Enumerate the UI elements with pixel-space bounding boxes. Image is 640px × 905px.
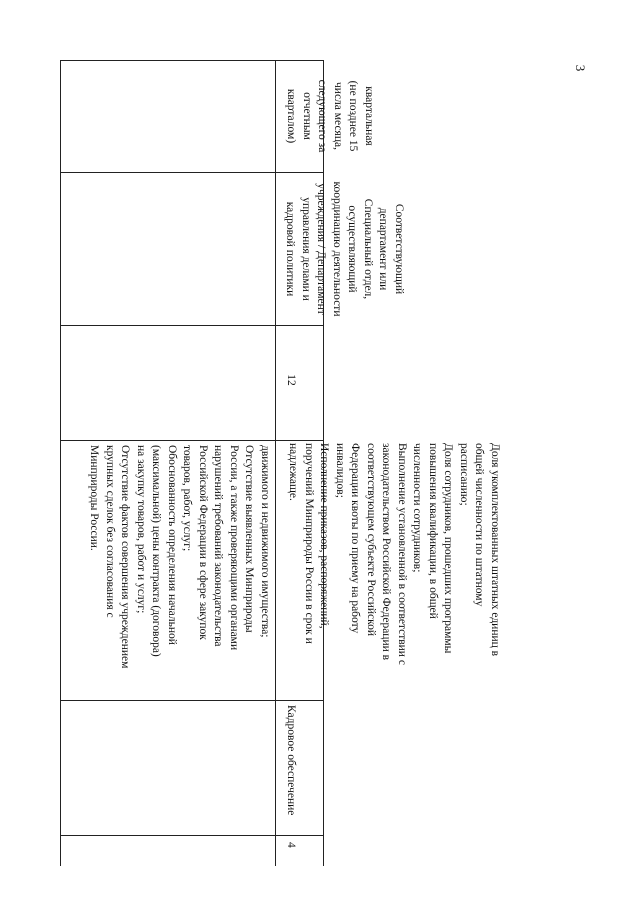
row-4-number-cell bbox=[282, 842, 298, 858]
indicator-line: России, а также проверяющими органами bbox=[228, 445, 240, 651]
indicator-line: Федерации квоты по приему на работу bbox=[349, 443, 362, 634]
responsible-line: кадровой политики bbox=[284, 201, 297, 297]
indicator-line: расписанию; bbox=[458, 443, 470, 506]
indicator-line: Отсутствие фактов совершения учреждением bbox=[119, 445, 132, 669]
table-border-top bbox=[60, 60, 323, 61]
indicator-line: Выполнение установленной в соответствии с bbox=[396, 443, 408, 665]
indicator-line: инвалидов; bbox=[334, 443, 346, 498]
points-value: 12 bbox=[285, 374, 297, 386]
table-column-line bbox=[60, 440, 323, 441]
table-border-left bbox=[60, 60, 61, 866]
indicator-line: поручений Минприроды России в срок и bbox=[303, 443, 315, 644]
periodicity-line: кварталом) bbox=[285, 88, 298, 144]
row-4-indicators-cell bbox=[280, 443, 502, 697]
indicator-line: Отсутствие выявленных Минприроды bbox=[243, 445, 256, 633]
periodicity-line: отчетным bbox=[301, 92, 313, 140]
table-column-line bbox=[60, 325, 323, 326]
table-column-line bbox=[60, 700, 323, 701]
indicator-line: на закупку товаров, работ и услуг; bbox=[135, 445, 147, 614]
responsible-line: учреждения / Департамент bbox=[315, 183, 328, 315]
row-4-points-cell bbox=[282, 360, 298, 400]
indicator-line: соответствующем субъекте Российской bbox=[365, 443, 377, 637]
responsible-line: осуществляющий bbox=[346, 205, 359, 293]
row-4-responsible-cell bbox=[280, 176, 406, 322]
responsible-line: координацию деятельности bbox=[331, 181, 343, 317]
indicator-line: Доля укомплектованных штатных единиц в bbox=[489, 443, 501, 657]
row-number: 4 bbox=[285, 842, 297, 848]
page-number: 3 bbox=[573, 64, 588, 72]
responsible-line: департамент или bbox=[377, 207, 390, 291]
periodicity-line: (не позднее 15 bbox=[347, 80, 360, 152]
indicator-line: численности сотрудников; bbox=[411, 443, 424, 573]
periodicity-line: следующего за bbox=[316, 79, 329, 153]
indicator-line: Обоснованность определения начальной bbox=[166, 445, 178, 645]
row-4-area-cell bbox=[282, 705, 298, 833]
indicator-line: повышения квалификации, в общей bbox=[427, 443, 439, 619]
indicator-line: общей численности по штатному bbox=[473, 443, 486, 607]
table-row-line bbox=[275, 60, 276, 866]
periodicity-line: квартальная bbox=[363, 86, 375, 146]
row-4-periodicity-cell bbox=[280, 64, 376, 168]
responsible-line: Соответствующий bbox=[393, 203, 405, 295]
indicator-line: Исполнение приказов, распоряжений, bbox=[318, 443, 331, 629]
indicator-line: крупных сделок без согласования с bbox=[104, 445, 116, 618]
area-name: Кадровое обеспечение bbox=[285, 705, 297, 816]
indicator-line: Российской Федерации в сфере закупок bbox=[197, 445, 209, 640]
responsible-line: Специальный отдел, bbox=[362, 198, 374, 300]
table-column-line bbox=[60, 172, 323, 173]
indicator-line: движимого и недвижимого имущества; bbox=[259, 445, 271, 638]
table-column-line bbox=[60, 835, 323, 836]
indicator-line: законодательством Российской Федерации в bbox=[380, 443, 393, 661]
responsible-line: управления делами и bbox=[300, 197, 312, 301]
indicator-line: надлежаще. bbox=[287, 443, 300, 501]
indicator-line: нарушений требований законодательства bbox=[212, 445, 225, 647]
indicator-line: Доля сотрудников, прошедших программы bbox=[442, 443, 455, 654]
periodicity-line: числа месяца, bbox=[332, 82, 344, 150]
indicator-line: (максимальной) цены контракта (договора) bbox=[150, 445, 163, 657]
indicator-line: товаров, работ, услуг; bbox=[181, 445, 194, 552]
prev-row-indicators-cell bbox=[62, 445, 272, 697]
indicator-line: Минприроды России. bbox=[88, 445, 101, 551]
